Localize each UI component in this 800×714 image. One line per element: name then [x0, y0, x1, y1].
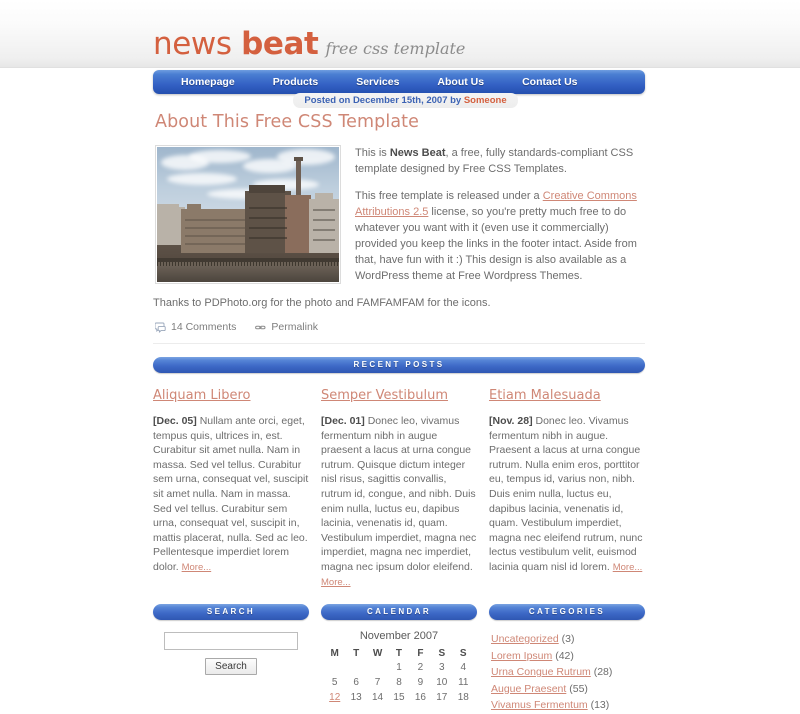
posted-on-prefix: Posted on December 15th, 2007 by — [304, 95, 464, 106]
category-link-1[interactable]: Lorem Ipsum — [491, 649, 553, 662]
calendar-weekday: S — [459, 648, 467, 660]
calendar-weekday-row — [324, 647, 474, 660]
category-item — [491, 631, 645, 648]
nav-link-homepage[interactable]: Homepage — [181, 76, 235, 88]
creative-commons-link[interactable]: Creative Commons Attributions 2.5 — [355, 190, 637, 218]
recent-post-excerpt — [153, 414, 309, 576]
calendar-weekday: W — [372, 648, 383, 660]
calendar-day[interactable]: 10 — [436, 677, 448, 689]
calendar-panel — [321, 604, 477, 714]
recent-post-column — [489, 388, 645, 590]
calendar-day[interactable]: 6 — [353, 677, 359, 689]
search-button[interactable]: Search — [205, 658, 257, 675]
search-input[interactable] — [164, 632, 298, 650]
calendar-day[interactable]: 7 — [374, 677, 381, 689]
more-link-0[interactable]: More... — [181, 561, 212, 573]
nav-item-products[interactable] — [254, 70, 338, 94]
calendar-day[interactable]: 1 — [396, 662, 402, 674]
calendar-day[interactable]: 13 — [350, 692, 362, 704]
calendar-day[interactable]: 2 — [417, 662, 424, 674]
calendar-day[interactable]: 17 — [436, 692, 448, 704]
comment-bubble-icon — [155, 322, 166, 333]
site-logo[interactable] — [153, 26, 465, 62]
category-count-1: (42) — [555, 649, 574, 662]
calendar-weekday: T — [395, 648, 403, 660]
post-meta-banner — [293, 93, 518, 108]
calendar-day-empty — [324, 660, 345, 675]
main-content — [153, 112, 645, 714]
category-item — [491, 681, 645, 698]
link-chain-icon — [255, 322, 266, 333]
recent-post-body-1: Donec leo, vivamus fermentum nibh in augue praesent a lacus at urna congue rutrum. Quisque dictum integer nisl risus, sagittis convallis, rutrum id, congue, and nibh. Duis enim nulla, luctus eu, dapibus lacinia, venenatis id, quam. Vestibulum imperdiet, magna nec imperdiet, magna nec imperdiet, magna nec ipsum dolor eleifend. — [321, 415, 477, 573]
more-link-2[interactable]: More... — [612, 561, 643, 573]
main-navigation — [153, 70, 645, 94]
calendar-day-today[interactable] — [324, 690, 345, 705]
posted-on-text — [304, 95, 506, 106]
calendar-day[interactable]: 18 — [457, 692, 469, 704]
calendar-day[interactable]: 14 — [371, 692, 384, 704]
calendar-caption: November 2007 — [359, 630, 439, 643]
calendar-day[interactable]: 11 — [458, 677, 469, 689]
recent-post-link-1[interactable]: Semper Vestibulum — [321, 388, 449, 403]
para2-pre: This free template is released under a — [355, 190, 543, 202]
calendar-weekday: S — [438, 648, 446, 660]
footer-columns — [153, 604, 645, 714]
post-photo — [155, 145, 341, 284]
calendar-table — [324, 647, 474, 705]
para2-post: license, so you're pretty much free to do whatever you want with it (even use it commercially) provided you keep the links in the footer intact. Aside from that, have fun with it :) This design is also available as a WordPress theme at Free Wordpress Themes. — [355, 206, 637, 282]
category-count-4: (13) — [590, 699, 610, 712]
calendar-day-empty — [345, 660, 366, 675]
recent-post-column — [321, 388, 477, 590]
category-link-4[interactable]: Vivamus Fermentum — [491, 699, 588, 712]
categories-list — [491, 631, 645, 714]
calendar-day[interactable]: 16 — [414, 692, 426, 704]
recent-post-date-0: [Dec. 05] — [153, 415, 197, 427]
recent-posts-columns — [153, 388, 645, 590]
calendar-day[interactable]: 8 — [396, 677, 402, 689]
calendar-today-link[interactable]: 12 — [329, 692, 341, 704]
recent-post-link-2[interactable]: Etiam Malesuada — [489, 388, 601, 403]
nav-list — [153, 70, 645, 94]
categories-panel — [489, 604, 645, 714]
recent-post-title — [321, 388, 477, 403]
para1-pre: This is — [355, 147, 390, 159]
calendar-day-empty — [367, 660, 388, 675]
permalink-meta[interactable] — [255, 321, 318, 333]
recent-post-excerpt — [489, 414, 645, 576]
photo-image — [157, 147, 339, 282]
calendar-day[interactable]: 3 — [439, 662, 445, 674]
nav-item-services[interactable] — [337, 70, 418, 94]
permalink-link[interactable]: Permalink — [271, 321, 319, 333]
calendar-day[interactable]: 15 — [393, 692, 405, 704]
recent-post-column — [153, 388, 309, 590]
recent-post-body-2: Donec leo. Vivamus fermentum nibh in augue. Praesent a lacus at urna congue rutrum. Nulla enim eros, porttitor eu, tempus id, varius non, nibh. Duis enim nulla, luctus eu, dapibus lacinia, venenatis id, quam. Vestibulum imperdiet, magna nec eleifend rutrum, nunc lectus vestibulum velit, euismod lacinia quam nisl id lorem. — [489, 415, 643, 573]
section-header-recent-posts: RECENT POSTS — [153, 357, 645, 373]
post-author-link[interactable]: Someone — [463, 95, 507, 106]
category-item — [491, 697, 645, 714]
nav-item-about-us[interactable] — [418, 70, 503, 94]
recent-post-excerpt — [321, 414, 477, 590]
comments-count-link[interactable]: 14 Comments — [171, 321, 237, 333]
page-title: About This Free CSS Template — [155, 112, 419, 132]
category-count-0: (3) — [561, 633, 575, 646]
logo-word-beat: beat — [241, 26, 319, 62]
calendar-week-row — [324, 690, 474, 705]
search-form — [153, 632, 309, 675]
post-paragraph-3: Thanks to PDPhoto.org for the photo and FAMFAMFAM for the icons. — [153, 297, 491, 309]
post-footer-meta — [153, 311, 645, 344]
calendar-day[interactable]: 9 — [417, 677, 424, 689]
recent-post-body-0: Nullam ante orci, eget, tempus quis, ultrices in, est. Curabitur sit amet nulla. Nam in massa. Sed vel tellus. Curabitur sem urna, consequat vel, suscipit sit amet nulla. Nam in massa. Sed vel tellus. Curabitur sem urna, consequat vel, suscipit in, mattis placerat, nulla. Sed ac leo. Pellentesque imperdiet lorem dolor. — [153, 415, 309, 573]
nav-link-about-us[interactable]: About Us — [437, 76, 485, 88]
section-header-search: SEARCH — [153, 604, 309, 620]
category-item — [491, 664, 645, 681]
recent-post-date-1: [Dec. 01] — [321, 415, 365, 427]
calendar-weekday: M — [330, 648, 339, 660]
category-link-3[interactable]: Augue Praesent — [491, 682, 567, 695]
recent-post-link-0[interactable]: Aliquam Libero — [153, 388, 251, 403]
calendar-day[interactable]: 5 — [331, 677, 338, 689]
nav-item-contact-us[interactable] — [503, 70, 596, 94]
para1-brand: News Beat — [389, 147, 446, 159]
site-header — [0, 0, 800, 68]
section-header-calendar: CALENDAR — [321, 604, 477, 620]
logo-tagline: free css template — [325, 39, 466, 58]
calendar-week-row — [324, 675, 474, 690]
calendar-weekday: F — [417, 648, 424, 660]
section-header-categories: CATEGORIES — [489, 604, 645, 620]
category-item — [491, 648, 645, 665]
more-link-1[interactable]: More... — [321, 576, 351, 588]
calendar-widget — [321, 630, 477, 705]
calendar-day[interactable]: 4 — [460, 662, 467, 674]
nav-link-contact-us[interactable]: Contact Us — [522, 76, 578, 88]
nav-link-services[interactable]: Services — [356, 76, 400, 88]
nav-link-products[interactable]: Products — [272, 76, 319, 88]
para1-post: , a free, fully standards-compliant CSS template designed by Free CSS Templates. — [355, 147, 634, 175]
recent-post-date-2: [Nov. 28] — [489, 415, 533, 427]
category-link-0[interactable]: Uncategorized — [491, 633, 559, 646]
search-panel — [153, 604, 309, 714]
logo-text — [153, 26, 318, 62]
recent-post-title — [153, 388, 309, 403]
post-body — [153, 145, 645, 311]
comments-meta[interactable] — [155, 321, 236, 333]
category-count-3: (55) — [569, 682, 588, 695]
recent-post-title — [489, 388, 645, 403]
calendar-weekday: T — [353, 648, 360, 660]
calendar-week-row — [324, 660, 474, 675]
category-count-2: (28) — [593, 666, 613, 679]
nav-item-homepage[interactable] — [162, 70, 254, 94]
logo-word-news: news — [153, 26, 232, 62]
category-link-2[interactable]: Urna Congue Rutrum — [491, 666, 591, 679]
